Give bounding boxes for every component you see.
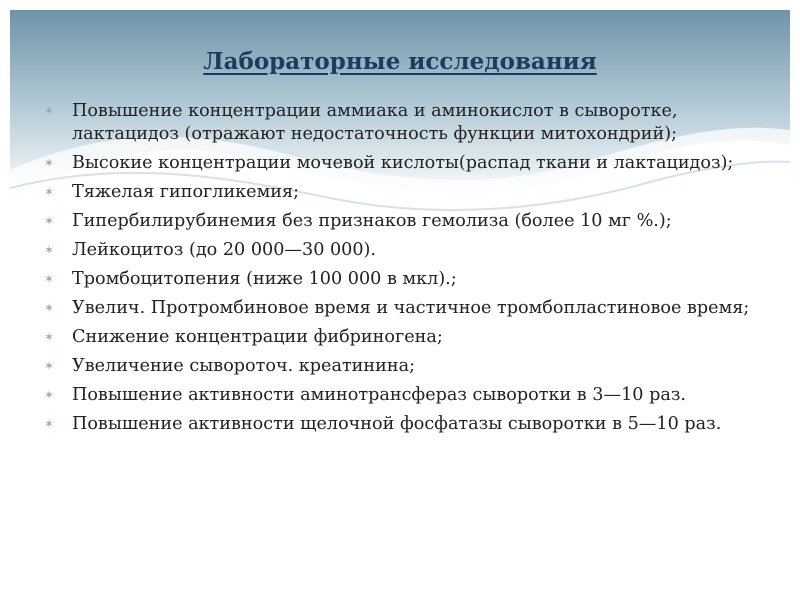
list-item xyxy=(40,384,770,407)
star-bullet-icon: ✶ xyxy=(44,272,55,286)
list-item xyxy=(40,181,770,204)
star-bullet-icon: ✶ xyxy=(44,156,55,170)
star-bullet-icon: ✶ xyxy=(44,214,55,228)
star-bullet-icon: ✶ xyxy=(44,417,55,431)
slide-title: Лабораторные исследования xyxy=(203,48,597,75)
list-item-text: Увелич. Протромбиновое время и частичное тромбопластиновое время; xyxy=(72,298,750,318)
star-bullet-icon: ✶ xyxy=(44,243,55,257)
list-item xyxy=(40,239,770,262)
star-bullet-icon: ✶ xyxy=(44,359,55,373)
list-item-text: Увеличение сывороточ. креатинина; xyxy=(72,356,416,376)
slide xyxy=(10,10,790,590)
star-bullet-icon: ✶ xyxy=(44,104,55,118)
list-item-text: Снижение концентрации фибриногена; xyxy=(72,327,443,347)
star-bullet-icon: ✶ xyxy=(44,330,55,344)
list-item xyxy=(40,152,770,175)
star-bullet-icon: ✶ xyxy=(44,185,55,199)
list-item-text: Тяжелая гипогликемия; xyxy=(72,182,300,202)
list-item-text: Повышение активности щелочной фосфатазы сыворотки в 5—10 раз. xyxy=(72,414,722,434)
list-item-text: Гипербилирубинемия без признаков гемолиза (более 10 мг %.); xyxy=(72,211,672,231)
list-item-text: Повышение концентрации аммиака и аминокислот в сыворотке, лактацидоз (отражают недостаточность функции митохондрий); xyxy=(72,101,678,144)
list-item xyxy=(40,210,770,233)
list-item xyxy=(40,355,770,378)
list-item xyxy=(40,326,770,349)
list-item-text: Повышение активности аминотрансфераз сыворотки в 3—10 раз. xyxy=(72,385,687,405)
list-item-text: Высокие концентрации мочевой кислоты(распад ткани и лактацидоз); xyxy=(72,153,734,173)
list-item-text: Тромбоцитопения (ниже 100 000 в мкл).; xyxy=(72,269,457,289)
list-item xyxy=(40,100,770,146)
list-item xyxy=(40,413,770,436)
list-item xyxy=(40,268,770,291)
list-item-text: Лейкоцитоз (до 20 000—30 000). xyxy=(72,240,377,260)
star-bullet-icon: ✶ xyxy=(44,388,55,402)
list-item xyxy=(40,297,770,320)
star-bullet-icon: ✶ xyxy=(44,301,55,315)
bullet-list xyxy=(40,100,770,442)
